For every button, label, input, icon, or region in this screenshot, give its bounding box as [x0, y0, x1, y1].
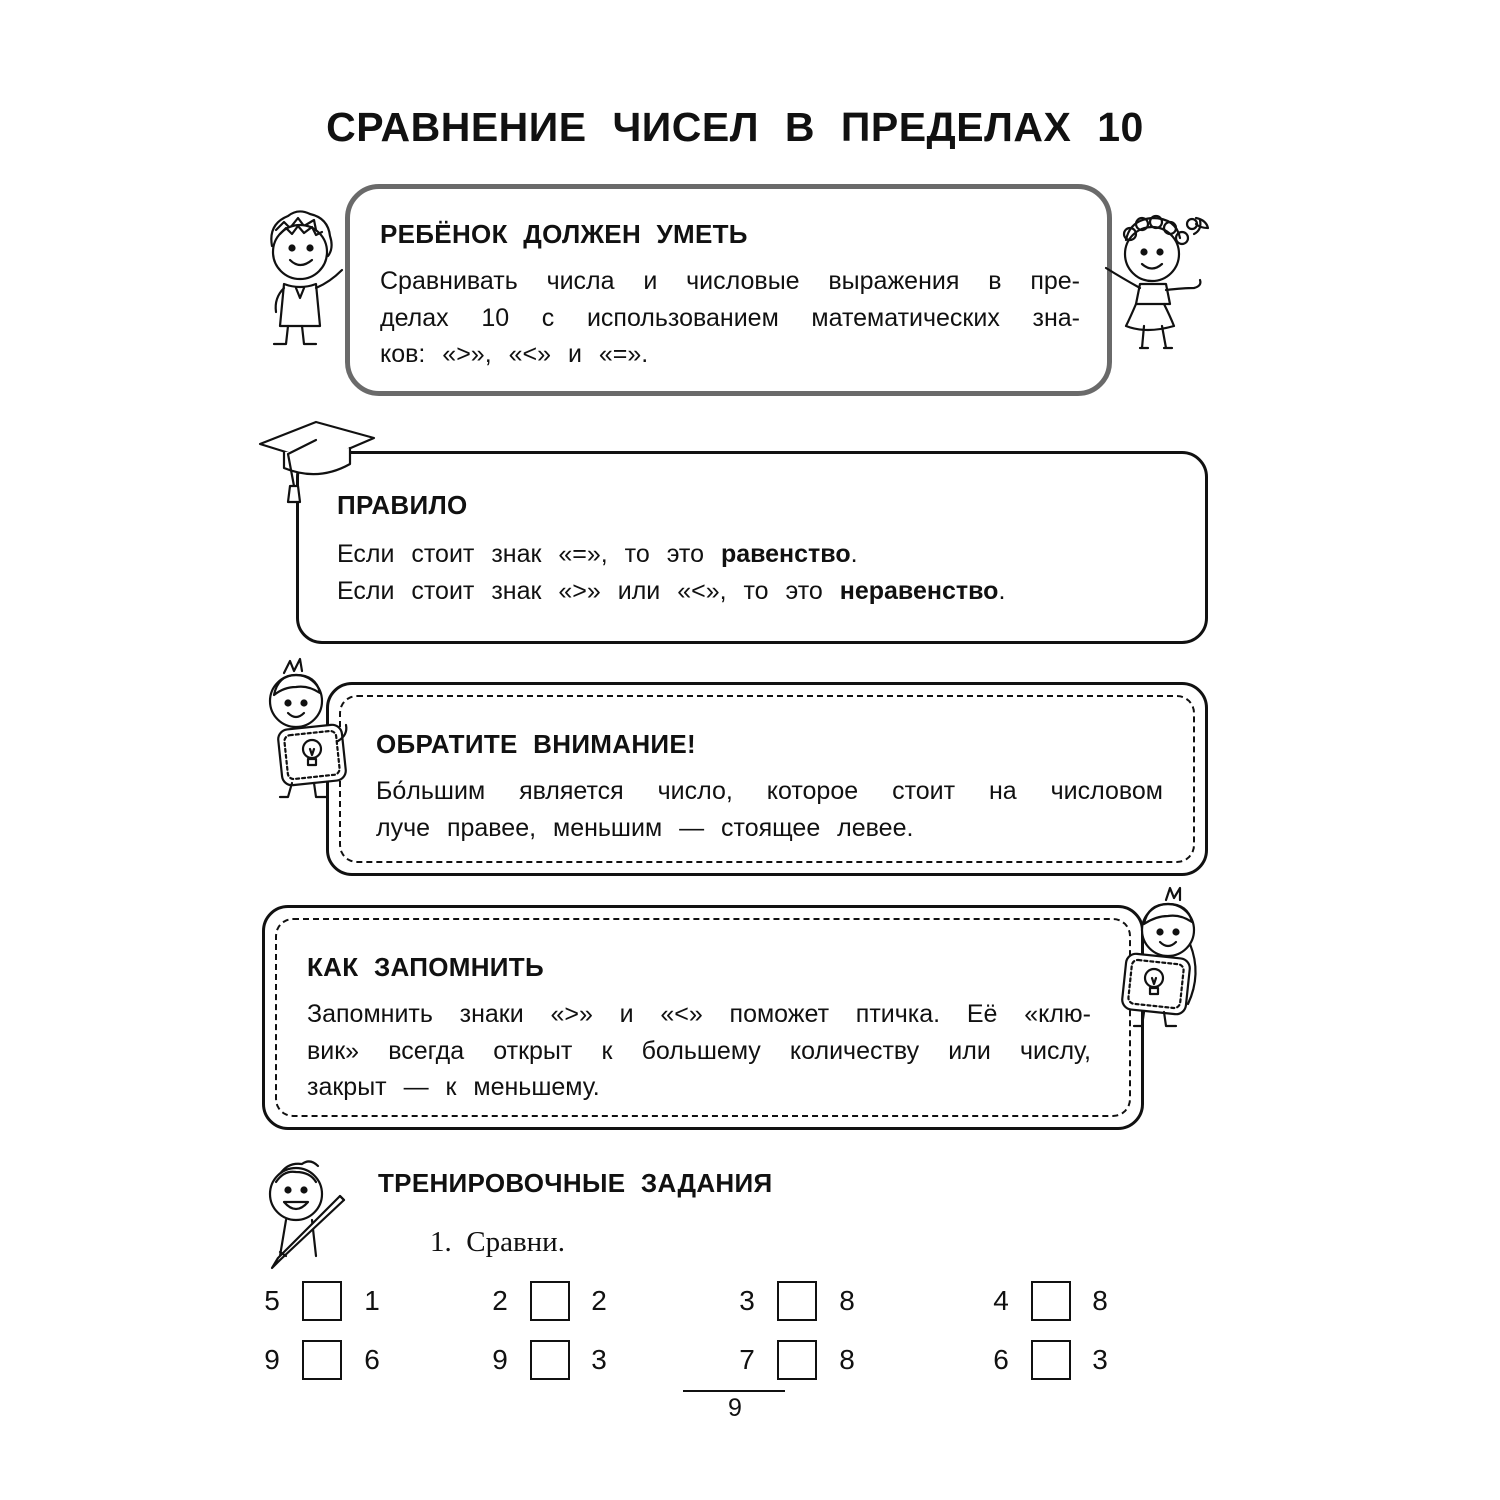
left-number: 4	[993, 1285, 1009, 1316]
rule-line-1: Если стоит знак «=», то это равенство.	[337, 540, 858, 568]
task-instruction: Сравни.	[466, 1226, 565, 1258]
attention-heading: ОБРАТИТЕ ВНИМАНИЕ!	[376, 729, 697, 759]
answer-box[interactable]	[777, 1340, 817, 1380]
answer-box[interactable]	[302, 1340, 342, 1380]
skills-box	[345, 184, 1112, 396]
rule-heading: ПРАВИЛО	[337, 490, 468, 520]
girl-with-idea-sign-illustration	[1110, 884, 1208, 1032]
right-number: 8	[839, 1344, 855, 1375]
right-number: 6	[364, 1344, 380, 1375]
left-number: 9	[264, 1344, 280, 1375]
right-number: 1	[364, 1285, 380, 1316]
rule-line-2: Если стоит знак «>» или «<», то это неравенство.	[337, 576, 1006, 605]
right-number: 8	[839, 1285, 855, 1316]
boy-illustration	[258, 208, 353, 353]
left-number: 5	[264, 1285, 280, 1316]
remember-line-2: вик» всегда открыт к большему количеству или числу,	[307, 1036, 1091, 1065]
skills-line-3: ков: «>», «<» и «=».	[380, 340, 649, 368]
page-title: СРАВНЕНИЕ ЧИСЕЛ В ПРЕДЕЛАХ 10	[326, 104, 1144, 150]
skills-heading: РЕБЁНОК ДОЛЖЕН УМЕТЬ	[380, 219, 748, 249]
remember-heading: КАК ЗАПОМНИТЬ	[307, 952, 544, 982]
boy-with-pencil-illustration	[262, 1160, 358, 1272]
remember-line-3: закрыт — к меньшему.	[307, 1073, 600, 1101]
attention-text	[376, 773, 1163, 846]
answer-box[interactable]	[302, 1281, 342, 1321]
attention-box	[326, 682, 1208, 876]
left-number: 3	[739, 1285, 755, 1316]
right-number: 3	[1092, 1344, 1108, 1375]
task-1-title	[430, 1226, 565, 1259]
skills-line-2: делах 10 с использованием математических зна-	[380, 303, 1080, 332]
girl-illustration	[1100, 210, 1225, 355]
task-number: 1.	[430, 1226, 452, 1258]
answer-box[interactable]	[777, 1281, 817, 1321]
girl-with-idea-sign-illustration	[262, 655, 360, 803]
skills-text	[380, 263, 1080, 373]
graduation-cap-icon	[258, 416, 378, 508]
left-number: 2	[492, 1285, 508, 1316]
page-number: 9	[728, 1394, 742, 1422]
attention-line-2: луче правее, меньшим — стоящее левее.	[376, 813, 914, 842]
answer-box[interactable]	[1031, 1281, 1071, 1321]
training-heading: ТРЕНИРОВОЧНЫЕ ЗАДАНИЯ	[378, 1168, 773, 1198]
footer-rule	[683, 1390, 785, 1392]
skills-line-1: Сравнивать числа и числовые выражения в пре-	[380, 267, 1080, 295]
attention-line-1: Бо́льшим является число, которое стоит на числовом	[376, 777, 1163, 805]
rule-text	[337, 536, 1177, 609]
remember-text	[307, 996, 1091, 1106]
rule-box	[296, 451, 1208, 644]
remember-line-1: Запомнить знаки «>» и «<» поможет птичка. Её «клю-	[307, 1000, 1091, 1028]
answer-box[interactable]	[530, 1340, 570, 1380]
left-number: 7	[739, 1344, 755, 1375]
remember-box	[262, 905, 1144, 1130]
answer-box[interactable]	[530, 1281, 570, 1321]
left-number: 9	[492, 1344, 508, 1375]
term-equality: равенство	[720, 540, 851, 568]
left-number: 6	[993, 1344, 1009, 1375]
right-number: 2	[591, 1285, 607, 1316]
answer-box[interactable]	[1031, 1340, 1071, 1380]
right-number: 8	[1092, 1285, 1108, 1316]
term-inequality: неравенство	[839, 576, 999, 605]
right-number: 3	[591, 1344, 607, 1375]
